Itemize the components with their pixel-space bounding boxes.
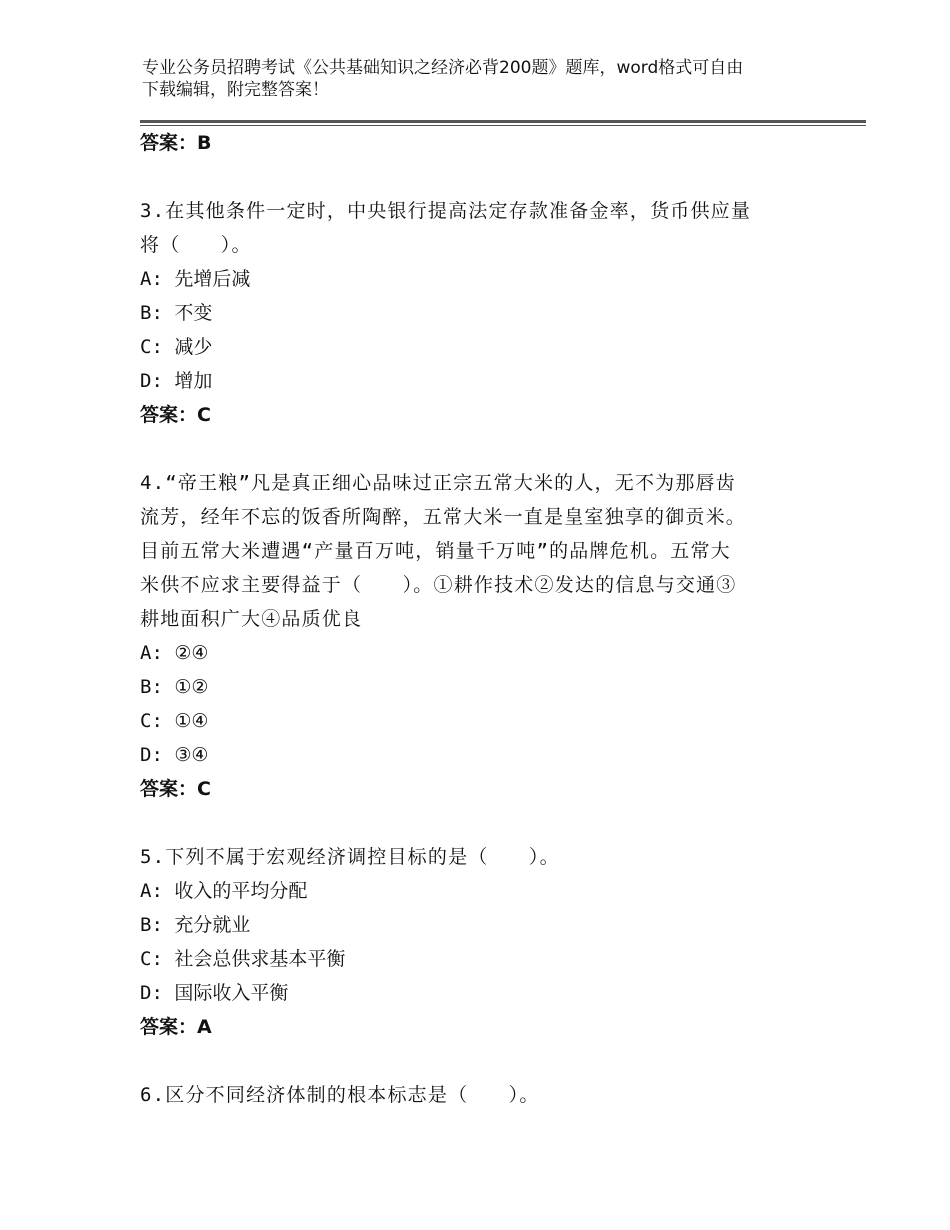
question-4: [140, 466, 800, 806]
option-c: C: ①④: [140, 710, 209, 732]
question-stem: 目前五常大米遭遇“产量百万吨，销量千万吨”的品牌危机。五常大: [140, 540, 731, 562]
question-stem: 6.区分不同经济体制的根本标志是（ ）。: [140, 1084, 540, 1106]
option-b: B: 不变: [140, 302, 213, 324]
answer: 答案：A: [140, 1016, 212, 1038]
question-stem: 米供不应求主要得益于（ ）。①耕作技术②发达的信息与交通③: [140, 574, 737, 596]
answer: 答案：C: [140, 778, 211, 800]
option-b: B: 充分就业: [140, 914, 251, 936]
option-a: A: 先增后减: [140, 268, 251, 290]
question-stem: 流芳，经年不忘的饭香所陶醉，五常大米一直是皇室独享的御贡米。: [140, 506, 747, 528]
answer-q2: 答案：B: [140, 132, 212, 154]
question-stem: 4.“帝王粮”凡是真正细心品味过正宗五常大米的人，无不为那唇齿: [140, 472, 736, 494]
header-line-2: 下载编辑，附完整答案！: [142, 80, 329, 100]
question-stem: 耕地面积广大④品质优良: [140, 608, 363, 630]
option-d: D: ③④: [140, 744, 209, 766]
question-list: [140, 126, 800, 1112]
option-d: D: 国际收入平衡: [140, 982, 289, 1004]
question-stem: 5.下列不属于宏观经济调控目标的是（ ）。: [140, 846, 560, 868]
question-5: [140, 840, 800, 1044]
question-stem: 3.在其他条件一定时，中央银行提高法定存款准备金率，货币供应量: [140, 200, 752, 222]
question-3: [140, 194, 800, 432]
answer: 答案：C: [140, 404, 211, 426]
header-line-1: 专业公务员招聘考试《公共基础知识之经济必背200题》题库，word格式可自由: [142, 58, 744, 78]
question-6: [140, 1078, 800, 1112]
header-rule: [140, 120, 866, 123]
option-b: B: ①②: [140, 676, 209, 698]
question-stem: 将（ ）。: [140, 234, 252, 256]
option-a: A: 收入的平均分配: [140, 880, 308, 902]
option-c: C: 减少: [140, 336, 213, 358]
option-d: D: 增加: [140, 370, 213, 392]
page-header: [142, 57, 812, 101]
option-a: A: ②④: [140, 642, 209, 664]
option-c: C: 社会总供求基本平衡: [140, 948, 346, 970]
